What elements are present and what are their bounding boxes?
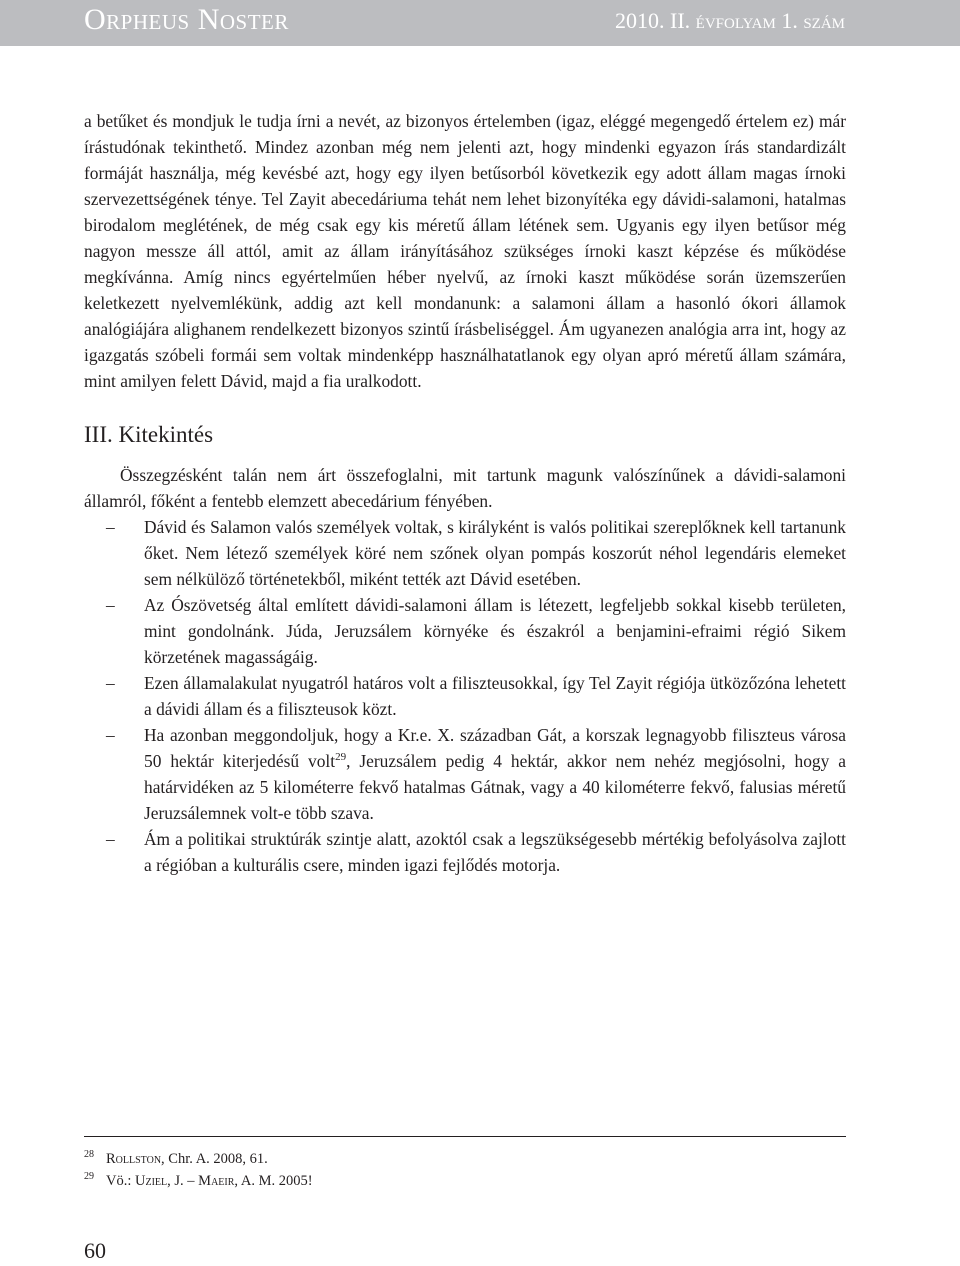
footnote-divider: [84, 1136, 846, 1137]
dash-marker: –: [106, 725, 115, 745]
summary-block: [84, 462, 846, 878]
section-title: III. Kitekintés: [84, 422, 214, 447]
list-item-text: Ezen államalakulat nyugatról határos volt a filiszteusokkal, így Tel Zayit régiója ütközőzóna lehetett a dávidi állam és a filiszteusok közt.: [144, 673, 846, 719]
footnote-29: [84, 1170, 846, 1192]
dash-marker: –: [106, 673, 115, 693]
list-item-text: Ám a politikai struktúrák szintje alatt, azoktól csak a legszükségesebb mértékig befolyásolva zajlott a régióban a kulturális csere, minden igazi fejlődés motorja.: [144, 829, 846, 875]
list-item: [84, 826, 846, 878]
page-header: [0, 0, 960, 46]
footnote-author-2: Maeir: [198, 1173, 235, 1189]
list-item: [84, 592, 846, 670]
dash-marker: –: [106, 829, 115, 849]
footnote-28: [84, 1148, 846, 1170]
footnote-author: Uziel: [135, 1173, 168, 1189]
footnote-author: Rollston: [106, 1151, 162, 1167]
list-item: [84, 722, 846, 826]
dash-marker: –: [106, 595, 115, 615]
dash-marker: –: [106, 517, 115, 537]
footnote-number: 28: [84, 1149, 94, 1160]
footnote-mid: , J. –: [167, 1173, 199, 1189]
footnote-text: [106, 1170, 313, 1192]
footnote-number: 29: [84, 1171, 94, 1182]
list-item-text: Ha azonban meggondoljuk, hogy a Kr.e. X. században Gát, a korszak legnagyobb filiszteus városa 50 hektár kiterjedésű volt: [144, 725, 846, 771]
issue-label: 2010. II. évfolyam 1. szám: [615, 8, 845, 33]
footnote-prefix: Vö.:: [106, 1173, 135, 1189]
page-number: 60: [84, 1238, 106, 1263]
footnote-ref[interactable]: 29: [335, 751, 347, 764]
footnote-rest: , A. M. 2005!: [234, 1173, 313, 1189]
list-item-text: Az Ószövetség által említett dávidi-salamoni állam is létezett, legfeljebb sokkal kisebb területen, mint gondolnánk. Júda, Jeruzsálem környéke és északról a benjamini-efraimi régió Sikem körzetének magasságáig.: [144, 595, 846, 667]
summary-list: [84, 514, 846, 878]
journal-title: Orpheus Noster: [84, 3, 289, 36]
footnote-text: [106, 1148, 268, 1170]
list-item-text: Dávid és Salamon valós személyek voltak, s királyként is valós politikai szereplőknek kell tartanunk őket. Nem létező személyek köré nem szőnek olyan pompás koszorút néhol legendáris elemeket sem nélkülöző történetekből, miként tették azt Dávid esetében.: [144, 517, 846, 589]
footnotes: [84, 1148, 846, 1192]
list-item: [84, 514, 846, 592]
summary-intro: Összegzésként talán nem árt összefoglalni, mit tartunk magunk valószínűnek a dávidi-salamoni államról, főként a fentebb elemzett abecedárium fényében.: [84, 465, 846, 511]
footnote-rest: , Chr. A. 2008, 61.: [161, 1151, 268, 1167]
list-item: [84, 670, 846, 722]
body-paragraph: a betűket és mondjuk le tudja írni a nevét, az bizonyos értelemben (igaz, eléggé megengedő értelem ez) már írástudónak tekinthető. Mindez azonban még nem jelenti azt, hogy mindenki egyazon írás standardizált formáját használja, még kevésbé azt, hogy egy ilyen betűsorból következik egy adott állam magas írnoki szervezettségének ténye. Tel Zayit abecedáriuma tehát nem lehet bizonyítéka egy dávidi-salamoni, hatalmas birodalom meglétének, de még csak egy kis méretű állam létének sem. Ugyanis egy ilyen betűsor még nagyon messze áll attól, amit az állam irányításához szükséges írnoki kaszt képzése és működése megkívánna. Amíg nincs egyértelműen héber nyelvű, az írnoki kaszt működése során üzemszerűen keletkezett nyelvemlékünk, addig azt kell mondanunk: a salamoni állam a hasonló ókori államok analógiájára alighanem rendelkezett bizonyos szintű írásbeliséggel. Ám ugyanezen analógia arra int, hogy az igazgatás szóbeli formái sem voltak mindenképp használhatatlanok egy olyan apró méretű állam számára, mint amilyen felett Dávid, majd a fia uralkodott.: [84, 111, 846, 391]
list-item-text-cont: , Jeruzsálem pedig 4 hektár, akkor nem nehéz megjósolni, hogy a határvidéken az 5 kilométerre fekvő hatalmas Gátnak, vagy a 40 kilométerre fekvő, falusias méretű Jeruzsálemnek volt-e több szava.: [144, 751, 846, 823]
body-paragraph-block: [84, 108, 846, 394]
